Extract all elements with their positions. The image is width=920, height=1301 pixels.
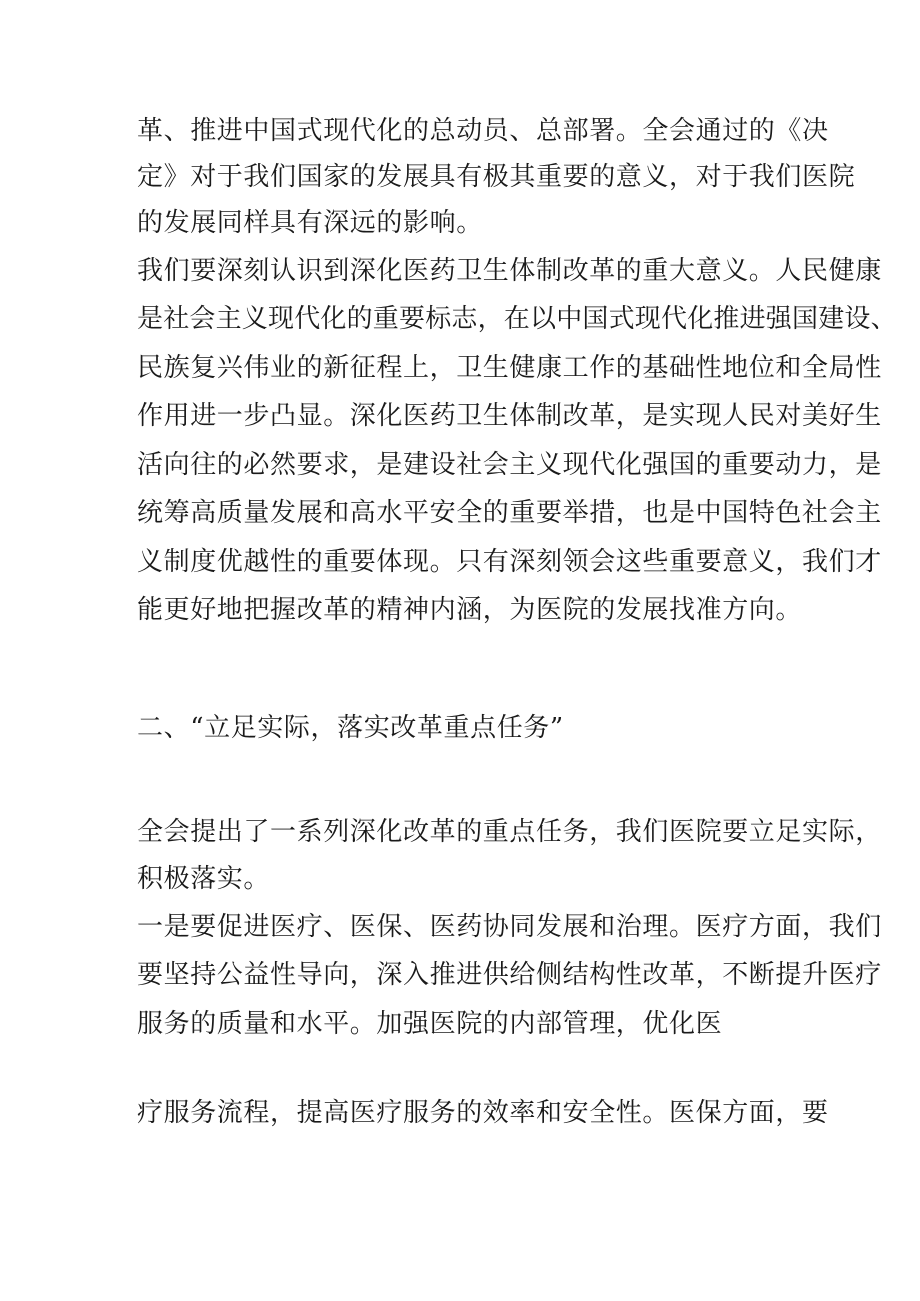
paragraph-2-line-2: 是社会主义现代化的重要标志，在以中国式现代化推进强国建设、 <box>137 304 897 334</box>
paragraph-2-line-6: 统筹高质量发展和高水平安全的重要举措，也是中国特色社会主 <box>137 498 882 528</box>
section-heading: 二、“立足实际，落实改革重点任务” <box>137 713 564 743</box>
paragraph-3-line-2: 积极落实。 <box>137 864 271 894</box>
paragraph-2-line-4: 作用进一步凸显。深化医药卫生体制改革，是实现人民对美好生 <box>137 401 882 431</box>
paragraph-4-line-3: 服务的质量和水平。加强医院的内部管理，优化医 <box>137 1009 723 1039</box>
paragraph-1-line-1: 革、推进中国式现代化的总动员、总部署。全会通过的《决 <box>137 116 829 146</box>
paragraph-4-line-2: 要坚持公益性导向，深入推进供给侧结构性改革，不断提升医疗 <box>137 960 882 990</box>
paragraph-1-line-2: 定》对于我们国家的发展具有极其重要的意义，对于我们医院 <box>137 162 856 192</box>
paragraph-4-line-1: 一是要促进医疗、医保、医药协同发展和治理。医疗方面，我们 <box>137 912 882 942</box>
paragraph-2-line-5: 活向往的必然要求，是建设社会主义现代化强国的重要动力，是 <box>137 450 882 480</box>
paragraph-3-line-1: 全会提出了一系列深化改革的重点任务，我们医院要立足实际， <box>137 817 882 847</box>
paragraph-2-line-7: 义制度优越性的重要体现。只有深刻领会这些重要意义，我们才 <box>137 547 882 577</box>
paragraph-2-line-1: 我们要深刻认识到深化医药卫生体制改革的重大意义。人民健康 <box>137 256 882 286</box>
paragraph-2-line-3: 民族复兴伟业的新征程上，卫生健康工作的基础性地位和全局性 <box>137 353 882 383</box>
paragraph-5-line-1: 疗服务流程，提高医疗服务的效率和安全性。医保方面，要 <box>137 1098 829 1128</box>
paragraph-2-line-8: 能更好地把握改革的精神内涵，为医院的发展找准方向。 <box>137 595 803 625</box>
paragraph-1-line-3: 的发展同样具有深远的影响。 <box>137 208 483 238</box>
